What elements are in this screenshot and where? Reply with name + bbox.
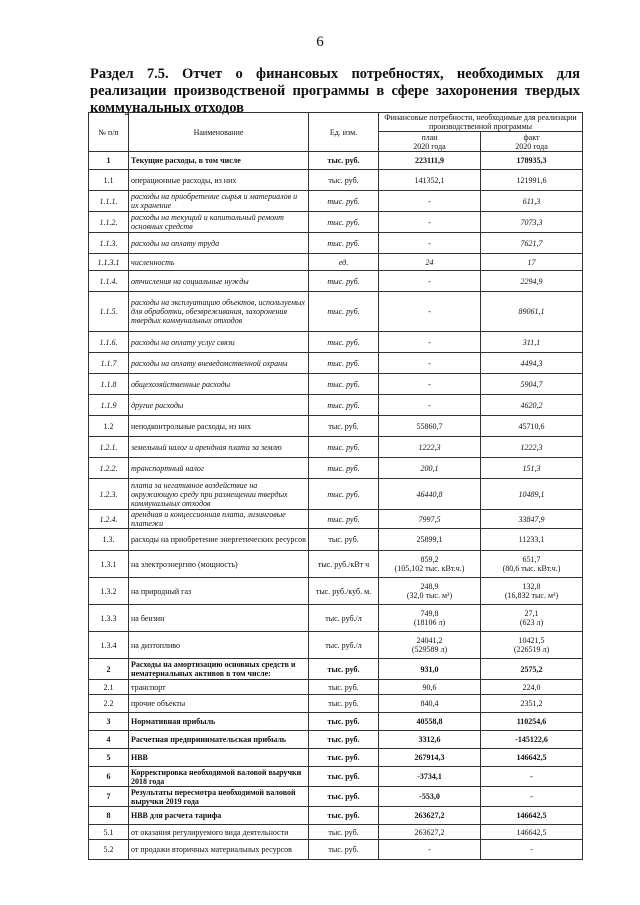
header-num: № п/п xyxy=(89,113,129,152)
cell-unit: тыс. руб./куб. м. xyxy=(309,578,379,605)
cell-unit: ед. xyxy=(309,254,379,271)
cell-plan: 90,6 xyxy=(379,680,481,695)
cell-name: неподконтрольные расходы, из них xyxy=(129,416,309,437)
cell-num: 1.2.1. xyxy=(89,437,129,458)
table-row xyxy=(89,713,583,731)
table-row xyxy=(89,749,583,767)
cell-name: на электроэнергию (мощность) xyxy=(129,551,309,578)
cell-unit: тыс. руб. xyxy=(309,458,379,479)
cell-name: НВВ xyxy=(129,749,309,767)
cell-plan: 24041,2 (529589 л) xyxy=(379,632,481,659)
cell-fact: 7073,3 xyxy=(481,212,583,233)
table-row xyxy=(89,212,583,233)
cell-unit: тыс. руб. xyxy=(309,395,379,416)
header-group: Финансовые потребности, необходимые для реализации производственной программы xyxy=(379,113,583,132)
cell-fact: 146642,5 xyxy=(481,807,583,825)
cell-unit: тыс. руб./л xyxy=(309,605,379,632)
cell-plan: 1222,3 xyxy=(379,437,481,458)
cell-fact: 89061,1 xyxy=(481,292,583,332)
cell-plan: 7997,5 xyxy=(379,510,481,529)
cell-fact: -145122,6 xyxy=(481,731,583,749)
cell-unit: тыс. руб. xyxy=(309,659,379,680)
cell-name: арендная и концессионная плата, лизинговые платежи xyxy=(129,510,309,529)
cell-plan: - xyxy=(379,292,481,332)
cell-num: 1.2.3. xyxy=(89,479,129,510)
cell-plan: 55860,7 xyxy=(379,416,481,437)
cell-fact: 27,1 (623 л) xyxy=(481,605,583,632)
cell-name: транспорт xyxy=(129,680,309,695)
cell-fact: 2351,2 xyxy=(481,695,583,713)
cell-unit: тыс. руб. xyxy=(309,212,379,233)
table-row xyxy=(89,659,583,680)
cell-unit: тыс. руб. xyxy=(309,152,379,170)
cell-fact: 5904,7 xyxy=(481,374,583,395)
cell-unit: тыс. руб. xyxy=(309,437,379,458)
table-row xyxy=(89,551,583,578)
cell-unit: тыс. руб. xyxy=(309,680,379,695)
cell-unit: тыс. руб. xyxy=(309,787,379,807)
cell-num: 1.1.8 xyxy=(89,374,129,395)
cell-unit: тыс. руб. xyxy=(309,713,379,731)
cell-unit: тыс. руб./кВт ч xyxy=(309,551,379,578)
cell-plan: - xyxy=(379,191,481,212)
cell-plan: 3312,6 xyxy=(379,731,481,749)
cell-fact: 611,3 xyxy=(481,191,583,212)
cell-plan: 931,0 xyxy=(379,659,481,680)
cell-name: общехозяйственные расходы xyxy=(129,374,309,395)
table-row xyxy=(89,479,583,510)
cell-fact: 110254,6 xyxy=(481,713,583,731)
cell-plan: - xyxy=(379,212,481,233)
cell-plan: - xyxy=(379,271,481,292)
cell-fact: 7621,7 xyxy=(481,233,583,254)
table-row xyxy=(89,437,583,458)
table-row xyxy=(89,680,583,695)
cell-plan: 223111,9 xyxy=(379,152,481,170)
table-row xyxy=(89,292,583,332)
header-plan xyxy=(379,132,481,152)
cell-unit: тыс. руб. xyxy=(309,191,379,212)
cell-num: 6 xyxy=(89,767,129,787)
cell-fact: 17 xyxy=(481,254,583,271)
cell-num: 1.1.3.1 xyxy=(89,254,129,271)
cell-name: прочие объекты xyxy=(129,695,309,713)
table-row xyxy=(89,395,583,416)
table-row xyxy=(89,695,583,713)
header-fact-year: 2020 года xyxy=(515,141,548,151)
cell-unit: тыс. руб. xyxy=(309,170,379,191)
cell-fact: 10489,1 xyxy=(481,479,583,510)
cell-num: 1.1.9 xyxy=(89,395,129,416)
cell-fact: 33847,9 xyxy=(481,510,583,529)
financial-report-table xyxy=(88,112,583,860)
cell-name: от оказания регулируемого вида деятельности xyxy=(129,825,309,840)
cell-name: другие расходы xyxy=(129,395,309,416)
table-row xyxy=(89,332,583,353)
cell-name: на природный газ xyxy=(129,578,309,605)
table-row xyxy=(89,731,583,749)
cell-unit: тыс. руб. xyxy=(309,416,379,437)
cell-plan: 840,4 xyxy=(379,695,481,713)
cell-unit: тыс. руб. xyxy=(309,332,379,353)
cell-num: 1 xyxy=(89,152,129,170)
cell-name: плата за негативное воздействие на окружающую среду при размещении твердых коммунальных отходов xyxy=(129,479,309,510)
cell-name: расходы на оплату вневедомственной охраны xyxy=(129,353,309,374)
cell-plan: -553,0 xyxy=(379,787,481,807)
table-row xyxy=(89,825,583,840)
cell-name: расходы на оплату услуг связи xyxy=(129,332,309,353)
cell-num: 1.1.1. xyxy=(89,191,129,212)
cell-fact: 2294,9 xyxy=(481,271,583,292)
cell-fact: - xyxy=(481,767,583,787)
cell-name: численность xyxy=(129,254,309,271)
cell-name: расходы на приобретение энергетических ресурсов xyxy=(129,529,309,551)
section-title: Раздел 7.5. Отчет о финансовых потребностях, необходимых для реализации производственой программы в сфере захоронения твердых коммунальных отходов xyxy=(90,66,580,116)
cell-name: расходы на оплату труда xyxy=(129,233,309,254)
table-body xyxy=(89,152,583,860)
cell-plan: 749,8 (18106 л) xyxy=(379,605,481,632)
table-row xyxy=(89,605,583,632)
table-row xyxy=(89,233,583,254)
cell-unit: тыс. руб. xyxy=(309,807,379,825)
cell-name: Нормативная прибыль xyxy=(129,713,309,731)
cell-fact: 178935,3 xyxy=(481,152,583,170)
header-plan-year: 2020 года xyxy=(413,141,446,151)
cell-name: Результаты пересмотра необходимой валовой выручки 2019 года xyxy=(129,787,309,807)
cell-fact: 4620,2 xyxy=(481,395,583,416)
cell-num: 2.2 xyxy=(89,695,129,713)
cell-unit: тыс. руб. xyxy=(309,529,379,551)
cell-plan: 248,9 (32,0 тыс. м³) xyxy=(379,578,481,605)
cell-unit: тыс. руб. xyxy=(309,825,379,840)
cell-plan: 267914,3 xyxy=(379,749,481,767)
header-fact xyxy=(481,132,583,152)
cell-unit: тыс. руб./л xyxy=(309,632,379,659)
cell-fact: 151,3 xyxy=(481,458,583,479)
cell-fact: 651,7 (80,6 тыс. кВт.ч.) xyxy=(481,551,583,578)
cell-name: операционные расходы, из них xyxy=(129,170,309,191)
cell-num: 3 xyxy=(89,713,129,731)
cell-unit: тыс. руб. xyxy=(309,479,379,510)
cell-fact: 1222,3 xyxy=(481,437,583,458)
cell-plan: 40558,8 xyxy=(379,713,481,731)
cell-num: 1.3.1 xyxy=(89,551,129,578)
cell-fact: 2575,2 xyxy=(481,659,583,680)
cell-name: Расходы на амортизацию основных средств и нематериальных активов в том числе: xyxy=(129,659,309,680)
table-row xyxy=(89,416,583,437)
cell-fact: 146642,5 xyxy=(481,749,583,767)
cell-fact: 11233,1 xyxy=(481,529,583,551)
cell-num: 1.1.4. xyxy=(89,271,129,292)
cell-unit: тыс. руб. xyxy=(309,510,379,529)
cell-fact: 10421,5 (226519 л) xyxy=(481,632,583,659)
cell-fact: 132,8 (16,832 тыс. м³) xyxy=(481,578,583,605)
cell-fact: 4494,3 xyxy=(481,353,583,374)
table-row xyxy=(89,353,583,374)
cell-unit: тыс. руб. xyxy=(309,749,379,767)
cell-unit: тыс. руб. xyxy=(309,695,379,713)
table-row xyxy=(89,787,583,807)
table-row xyxy=(89,254,583,271)
cell-plan: 141352,1 xyxy=(379,170,481,191)
cell-num: 1.1.3. xyxy=(89,233,129,254)
cell-num: 1.3.3 xyxy=(89,605,129,632)
table-row xyxy=(89,374,583,395)
cell-num: 5.1 xyxy=(89,825,129,840)
cell-name: расходы на текущий и капитальный ремонт основных средств xyxy=(129,212,309,233)
table-row xyxy=(89,170,583,191)
page-number: 6 xyxy=(316,34,324,50)
cell-num: 1.3.4 xyxy=(89,632,129,659)
cell-fact: - xyxy=(481,787,583,807)
cell-name: отчисления на социальные нужды xyxy=(129,271,309,292)
table-row xyxy=(89,191,583,212)
cell-unit: тыс. руб. xyxy=(309,840,379,860)
cell-plan: -3734,1 xyxy=(379,767,481,787)
header-fact-label: факт xyxy=(523,132,540,142)
cell-num: 2 xyxy=(89,659,129,680)
cell-name: от продажи вторичных материальных ресурсов xyxy=(129,840,309,860)
cell-num: 4 xyxy=(89,731,129,749)
cell-unit: тыс. руб. xyxy=(309,233,379,254)
header-plan-label: план xyxy=(421,132,438,142)
cell-name: транспортный налог xyxy=(129,458,309,479)
cell-fact: 121991,6 xyxy=(481,170,583,191)
cell-plan: 24 xyxy=(379,254,481,271)
cell-num: 7 xyxy=(89,787,129,807)
table-row xyxy=(89,632,583,659)
cell-name: на дизтопливо xyxy=(129,632,309,659)
table-row xyxy=(89,510,583,529)
cell-fact: 146642,5 xyxy=(481,825,583,840)
cell-num: 5.2 xyxy=(89,840,129,860)
cell-num: 1.3. xyxy=(89,529,129,551)
cell-unit: тыс. руб. xyxy=(309,271,379,292)
table-row xyxy=(89,529,583,551)
table-row xyxy=(89,840,583,860)
cell-num: 2.1 xyxy=(89,680,129,695)
cell-fact: 45710,6 xyxy=(481,416,583,437)
header-name: Наименование xyxy=(129,113,309,152)
cell-plan: - xyxy=(379,233,481,254)
table-row xyxy=(89,578,583,605)
table-row xyxy=(89,458,583,479)
cell-plan: 263627,2 xyxy=(379,807,481,825)
cell-name: Корректировка необходимой валовой выручки 2018 года xyxy=(129,767,309,787)
cell-plan: 263627,2 xyxy=(379,825,481,840)
cell-name: земельный налог и арендная плата за землю xyxy=(129,437,309,458)
cell-num: 1.2 xyxy=(89,416,129,437)
header-unit: Ед. изм. xyxy=(309,113,379,152)
cell-unit: тыс. руб. xyxy=(309,767,379,787)
cell-num: 1.1 xyxy=(89,170,129,191)
table-row xyxy=(89,807,583,825)
cell-num: 1.1.6. xyxy=(89,332,129,353)
cell-unit: тыс. руб. xyxy=(309,374,379,395)
cell-name: Расчетная предпринимательская прибыль xyxy=(129,731,309,749)
cell-plan: 859,2 (105,102 тыс. кВт.ч.) xyxy=(379,551,481,578)
cell-num: 1.3.2 xyxy=(89,578,129,605)
cell-name: расходы на эксплуатацию объектов, используемых для обработки, обезвреживания, захоронения твердых коммунальных отходов xyxy=(129,292,309,332)
cell-plan: - xyxy=(379,840,481,860)
cell-name: расходы на приобретение сырья и материалов и их хранение xyxy=(129,191,309,212)
cell-plan: - xyxy=(379,374,481,395)
cell-num: 1.2.2. xyxy=(89,458,129,479)
cell-unit: тыс. руб. xyxy=(309,731,379,749)
table-row xyxy=(89,152,583,170)
cell-plan: 46440,8 xyxy=(379,479,481,510)
cell-num: 1.2.4. xyxy=(89,510,129,529)
cell-plan: - xyxy=(379,353,481,374)
table-row xyxy=(89,767,583,787)
cell-num: 1.1.5. xyxy=(89,292,129,332)
cell-name: НВВ для расчета тарифа xyxy=(129,807,309,825)
cell-plan: - xyxy=(379,395,481,416)
cell-num: 1.1.2. xyxy=(89,212,129,233)
cell-plan: 200,1 xyxy=(379,458,481,479)
cell-fact: - xyxy=(481,840,583,860)
cell-unit: тыс. руб. xyxy=(309,353,379,374)
cell-fact: 224,0 xyxy=(481,680,583,695)
cell-num: 1.1.7 xyxy=(89,353,129,374)
cell-name: на бензин xyxy=(129,605,309,632)
cell-fact: 311,1 xyxy=(481,332,583,353)
cell-plan: 25899,1 xyxy=(379,529,481,551)
cell-plan: - xyxy=(379,332,481,353)
table-row xyxy=(89,271,583,292)
cell-unit: тыс. руб. xyxy=(309,292,379,332)
cell-num: 8 xyxy=(89,807,129,825)
cell-num: 5 xyxy=(89,749,129,767)
cell-name: Текущие расходы, в том числе xyxy=(129,152,309,170)
